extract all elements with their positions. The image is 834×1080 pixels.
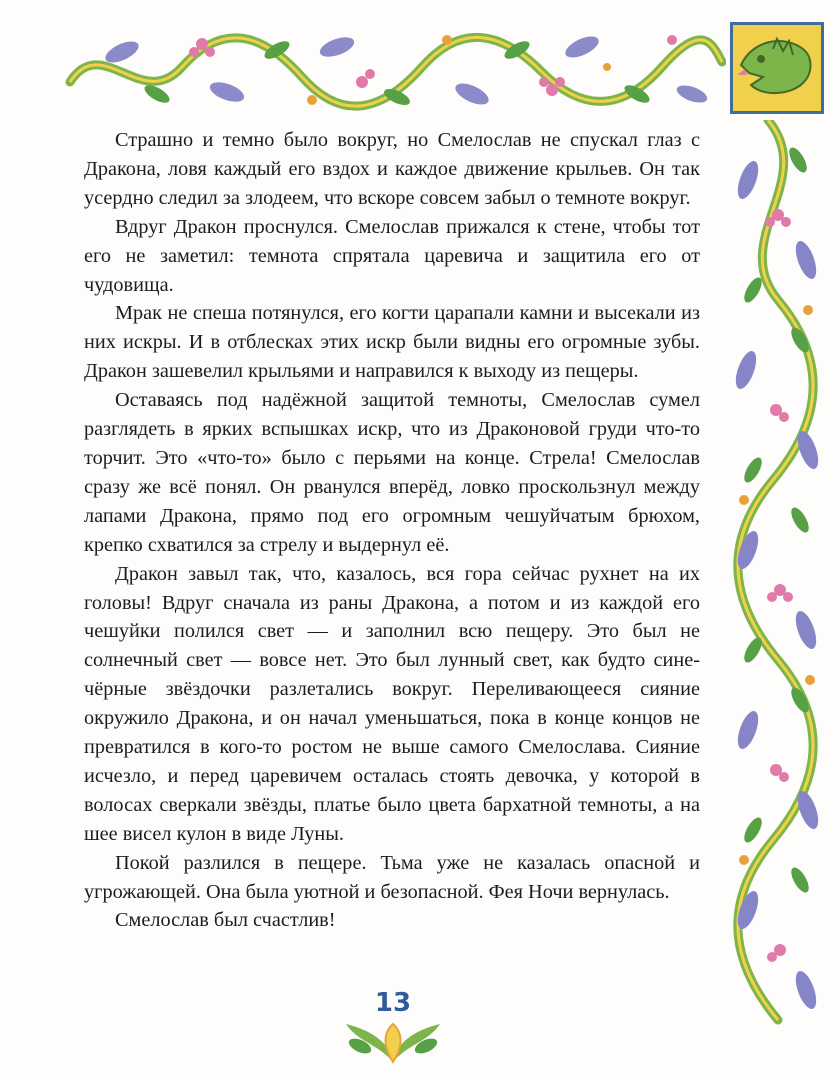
paragraph-4: Оставаясь под надёжной защитой темноты, Смелослав сумел разглядеть в ярких вспышках искр, что из Драконовой груди что-то торчит. Это «что-то» было с перьями на конце. Стрела! Смелослав сразу же всё понял. Он рванулся вперёд, ловко проскользнул между лапами Дракона, прямо под его огромным чешуйчатым брюхом, крепко схватился за стрелу и выдернул её. [84, 389, 700, 556]
page-number-ornament [338, 984, 448, 1066]
paragraph-1: Страшно и темно было вокруг, но Смелослав не спускал глаз с Дракона, ловя каждый его вздох и каждое движение крыльев. Он так усердно следил за злодеем, что вскоре совсем забыл о темноте вокруг. [84, 129, 700, 209]
top-ornament-border [62, 22, 726, 114]
paragraph-7: Смелослав был счастлив! [115, 909, 336, 932]
dragon-corner-icon [730, 22, 824, 114]
paragraph-2: Вдруг Дракон проснулся. Смелослав прижался к стене, чтобы тот его не заметил: темнота спрятала царевича и защитила его от чудовища. [84, 215, 700, 296]
side-ornament-border [728, 120, 826, 1050]
paragraph-3: Мрак не спеша потянулся, его когти царапали камни и высекали из них искры. И в отблесках этих искр были видны его огромные зубы. Дракон зашевелил крыльями и направился к выходу из пещеры. [84, 302, 700, 383]
story-text [84, 126, 700, 935]
paragraph-6: Покой разлился в пещере. Тьма уже не казалась опасной и угрожающей. Она была уютной и безопасной. Фея Ночи вернулась. [84, 851, 700, 903]
paragraph-5: Дракон завыл так, что, казалось, вся гора сейчас рухнет на их головы! Вдруг сначала из раны Дракона, а потом и из каждой его чешуйки полился свет — и заполнил всю пещеру. Это был не солнечный свет — вовсе нет. Это был лунный свет, как будто сине-чёрные звёздочки разлетались вокруг. Переливающееся сияние окружило Дракона, и он начал уменьшаться, пока в конце концов не превратился в кого-то ростом не выше самого Смелослава. Сияние исчезло, и перед царевичем осталась стоять девочка, у которой в волосах сверкали звёзды, платье было цвета бархатной темноты, а на шее висел кулон в виде Луны. [84, 562, 700, 845]
page-number: 13 [374, 988, 412, 1018]
